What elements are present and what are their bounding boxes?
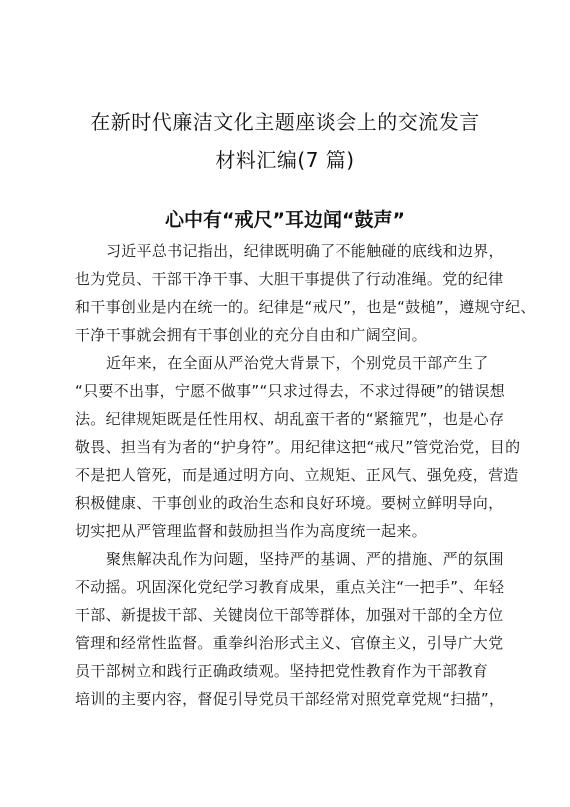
paragraph-line: 员干部树立和践行正确政绩观。坚持把党性教育作为干部教育 (75, 662, 489, 680)
paragraph-line: 也为党员、干部干净干事、大胆干事提供了行动准绳。党的纪律 (75, 270, 504, 288)
paragraph-line: “只要不出事，宁愿不做事”“只求过得去，不求过得硬”的错误想 (75, 382, 506, 400)
document-title-line-1: 在新时代廉洁文化主题座谈会上的交流发言 (90, 110, 480, 134)
paragraph-line: 近年来，在全面从严治党大背景下，个别党员干部产生了 (106, 354, 489, 372)
paragraph-line: 干部、新提拔干部、关键岗位干部等群体，加强对干部的全方位 (75, 606, 504, 624)
paragraph-line: 和干事创业是内在统一的。纪律是“戒尺”，也是“鼓槌”，遵规守纪、 (75, 298, 536, 316)
paragraph-line: 管理和经常性监督。重拳纠治形式主义、官僚主义，引导广大党 (75, 634, 504, 652)
paragraph-line: 干净干事就会拥有干事创业的充分自由和广阔空间。 (75, 326, 427, 344)
paragraph-line: 积极健康、干事创业的政治生态和良好环境。要树立鲜明导向， (75, 494, 504, 512)
paragraph-line: 敬畏、担当有为者的“护身符”。用纪律这把“戒尺”管党治党，目的 (75, 438, 521, 456)
paragraph-line: 培训的主要内容，督促引导党员干部经常对照党章党规“扫描”， (75, 690, 505, 708)
paragraph-line: 切实把从严管理监督和鼓励担当作为高度统一起来。 (75, 522, 427, 540)
paragraph-line: 不动摇。巩固深化党纪学习教育成果，重点关注“一把手”、年轻 (75, 578, 505, 596)
section-title: 心中有“戒尺”耳边闻“鼓声” (165, 209, 405, 231)
document-title-line-2: 材料汇编(7 篇) (215, 148, 355, 172)
paragraph-line: 聚焦解决乱作为问题，坚持严的基调、严的措施、严的氛围 (106, 550, 504, 568)
paragraph-line: 习近平总书记指出，纪律既明确了不能触碰的底线和边界， (106, 242, 504, 260)
paragraph-line: 不是把人管死，而是通过明方向、立规矩、正风气、强免疫，营造 (75, 466, 519, 484)
paragraph-line: 法。纪律规矩既是任性用权、胡乱蛮干者的“紧箍咒”，也是心存 (75, 410, 505, 428)
